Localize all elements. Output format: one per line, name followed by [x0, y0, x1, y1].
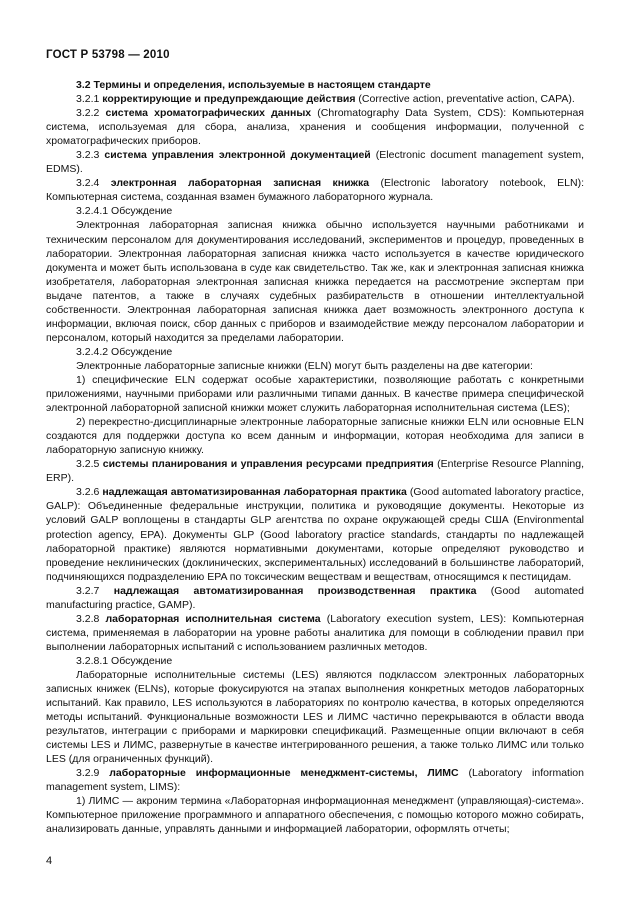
body-paragraph: Лабораторные исполнительные системы (LES) являются подклассом электронных лабораторных записных книжек (ELNs), которые фокусируются на этапах выполнения конкретных методов лабораторных испытаний. Как правило, LES используются в лабораториях по контролю качества, в которых определяются методы испытаний. Функциональные возможности LES и ЛИМС частично перекрываются в области ввода результатов, интеграции с приборами и маркировки спецификаций. Размещенные опции включают в себя системы LES и ЛИМС, развернутые в качестве интегрированного решения, а также только ЛИМС или только LES (для ограниченных функций). [46, 668, 584, 766]
term-paragraph: 3.2.1 корректирующие и предупреждающие действия (Corrective action, preventative action, CAPA). [76, 93, 575, 106]
term-paragraph: 3.2.6 надлежащая автоматизированная лабораторная практика (Good automated laboratory practice, GALP): Объединенные федеральные инструкции, политика и руководящие документы. Некоторые из условий GALP воплощены в стандарты GLP агентства по охране окружающей среды США (Environmental protection agency, EPA). Документы GLP (Good laboratory practice standards, стандарты по надлежащей лабораторной практике) являются нормативными документами, которые определяют руководство и проведение неклинических (доклинических, экспериментальных) исследований в большинстве лабораторий, подчиняющихся подразделению EPA по токсическим веществам и веществам, относящимся к пестицидам. [46, 486, 584, 583]
term-paragraph: 3.2.5 системы планирования и управления ресурсами предприятия (Enterprise Resource Planning, ERP). [46, 458, 584, 485]
section-heading: 3.2 Термины и определения, используемые в настоящем стандарте [76, 79, 431, 91]
term-paragraph: 3.2.8 лабораторная исполнительная система (Laboratory execution system, LES): Компьютерная система, применяемая в лаборатории на уровне работы аналитика для помощи в соблюдении правил при выполнении лабораторных испытаний с использованием различных методов. [46, 612, 584, 653]
discussion-heading: 3.2.8.1 Обсуждение [76, 654, 173, 667]
discussion-heading: 3.2.4.1 Обсуждение [76, 205, 173, 218]
document-body [46, 78, 584, 837]
list-item: 1) специфические ELN содержат особые характеристики, позволяющие работать с конкретными приложениями, научными приборами или различными типами данных. В качестве примера специфической электронной лабораторной записной книжки может служить лабораторная исполнительная система (LES); [46, 373, 584, 415]
term-paragraph: 3.2.9 лабораторные информационные менеджмент-системы, ЛИМС (Laboratory information management system, LIMS): [46, 767, 584, 794]
page-number: 4 [46, 855, 53, 867]
body-paragraph: Электронные лабораторные записные книжки (ELN) могут быть разделены на две категории: [76, 359, 533, 372]
list-item: 2) перекрестно-дисциплинарные электронные лабораторные записные книжки ELN или основные ELN создаются для поддержки доступа ко всем данным и информации, которая необходима для записи в лабораторную записную книжку. [46, 416, 584, 457]
list-item: 1) ЛИМС — акроним термина «Лабораторная информационная менеджмент (управляющая)-система». Компьютерное приложение программного и аппаратного обеспечения, с помощью которого можно собирать, анализировать данные, управлять данными и информацией лаборатории, оформлять отчеты; [46, 795, 584, 836]
discussion-heading: 3.2.4.2 Обсуждение [76, 345, 173, 358]
term-paragraph: 3.2.2 система хроматографических данных (Chromatography Data System, CDS): Компьютерная система, используемая для сбора, анализа, хранения и сообщения информации, полученной с хроматографических приборов. [46, 107, 584, 148]
term-paragraph: 3.2.3 система управления электронной документацией (Electronic document management system, EDMS). [46, 149, 584, 176]
standard-header: ГОСТ Р 53798 — 2010 [46, 49, 170, 61]
term-paragraph: 3.2.4 электронная лабораторная записная книжка (Electronic laboratory notebook, ELN): Компьютерная система, созданная взамен бумажного лабораторного журнала. [46, 177, 584, 204]
term-paragraph: 3.2.7 надлежащая автоматизированная производственная практика (Good automated manufacturing practice, GAMP). [46, 584, 584, 611]
body-paragraph: Электронная лабораторная записная книжка обычно используется научными работниками и техническим персоналом для документирования исследований, экспериментов и процедур, проведенных в лаборатории. Электронная лабораторная записная книжка часто используется в качестве юридического документа и может быть использована в суде как свидетельство. Так же, как и электронная записная книжка изобретателя, лабораторная электронная записная книжка передается на рассмотрение экспертам при выдаче патентов, а также в случаях судебных разбирательств в отношении интеллектуальной собственности. Электронная лабораторная записная книжка дает возможность электронного доступа к информации, включая поиск, сбор данных с приборов и взаимодействие между персоналом лаборатории и персоналом, который находится за пределами лаборатории. [46, 219, 584, 344]
